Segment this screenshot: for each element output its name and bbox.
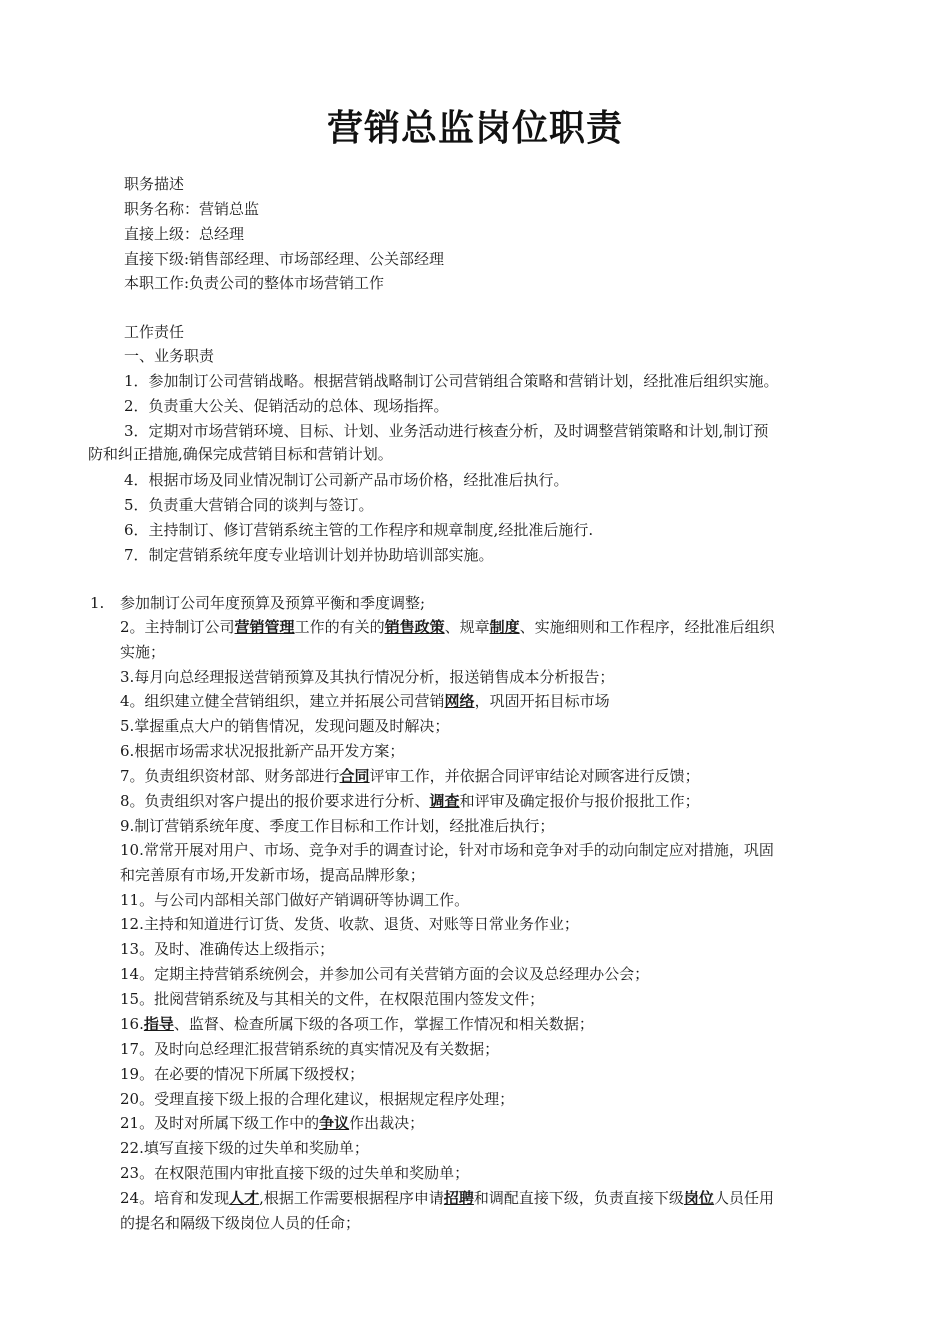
list-text: 作出裁决； (349, 1114, 425, 1132)
link-recruitment[interactable]: 招聘 (443, 1189, 474, 1207)
link-system[interactable]: 制度 (489, 618, 520, 636)
list-item: 22.填写直接下级的过失单和奖励单； (120, 1139, 369, 1157)
resp-item: 7．制定营销系统年度专业培训计划并协助培训部实施。 (124, 546, 494, 564)
list-text: 、实施细则和工作程序，经批准后组织 (519, 618, 775, 636)
list-text: 、监督、检查所属下级的各项工作，掌握工作情况和相关数据； (173, 1015, 594, 1033)
list-text: 7。负责组织资材部、财务部进行 (120, 767, 340, 785)
list-item: 15。批阅营销系统及与其相关的文件，在权限范围内签发文件； (120, 990, 545, 1008)
list-item: 13。及时、准确传达上级指示； (120, 940, 335, 958)
list-item: 11。与公司内部相关部门做好产销调研等协调工作。 (120, 891, 470, 909)
page-title: 营销总监岗位职责 (326, 108, 623, 149)
resp-item: 5．负责重大营销合同的谈判与签订。 (124, 496, 374, 514)
list-item (120, 1113, 424, 1133)
list-item (120, 1014, 594, 1034)
resp-item: 2．负责重大公关、促销活动的总体、现场指挥。 (124, 397, 449, 415)
list-item: 17。及时向总经理汇报营销系统的真实情况及有关数据； (120, 1040, 500, 1058)
list-item-continued: 和完善原有市场,开发新市场，提高品牌形象； (120, 866, 425, 884)
list-item: 参加制订公司年度预算及预算平衡和季度调整; (120, 594, 426, 612)
desc-superior: 直接上级：总经理 (124, 225, 245, 243)
list-text: 人员任用 (713, 1189, 774, 1207)
list-item (120, 691, 610, 711)
list-text: 、规章 (444, 618, 490, 636)
list-item: 6.根据市场需求状况报批新产品开发方案； (120, 742, 405, 760)
link-dispute[interactable]: 争议 (319, 1114, 350, 1132)
list-item: 5.掌握重点大户的销售情况，发现问题及时解决； (120, 717, 450, 735)
link-contract[interactable]: 合同 (339, 767, 370, 785)
list-text: 和评审及确定报价与报价报批工作； (459, 792, 700, 810)
list-text: ,根据工作需要根据程序申请 (259, 1189, 444, 1207)
list-item-continued: 实施； (120, 643, 166, 661)
desc-job: 本职工作:负责公司的整体市场营销工作 (124, 274, 385, 292)
link-sales-policy[interactable]: 销售政策 (384, 618, 445, 636)
link-marketing-management[interactable]: 营销管理 (234, 618, 295, 636)
list-item-continued: 的提名和隔级下级岗位人员的任命； (120, 1214, 361, 1232)
desc-subordinates: 直接下级:销售部经理、市场部经理、公关部经理 (124, 250, 445, 268)
link-guidance[interactable]: 指导 (143, 1015, 174, 1033)
list-item: 10.常常开展对用户、市场、竞争对手的调查讨论，针对市场和竞争对手的动向制定应对措施，巩固 (120, 841, 774, 859)
list-item: 19。在必要的情况下所属下级授权； (120, 1065, 365, 1083)
list-text: 评审工作，并依据合同评审结论对顾客进行反馈； (369, 767, 700, 785)
link-network[interactable]: 网络 (444, 692, 475, 710)
list-text: 16. (120, 1015, 144, 1033)
list-text: 8。负责组织对客户提出的报价要求进行分析、 (120, 792, 430, 810)
link-survey[interactable]: 调查 (429, 792, 460, 810)
list-text: ，巩固开拓目标市场 (474, 692, 610, 710)
desc-heading: 职务描述 (124, 175, 185, 193)
desc-name: 职务名称：营销总监 (124, 200, 260, 218)
list-item (120, 617, 775, 637)
resp-item: 4．根据市场及同业情况制订公司新产品市场价格，经批准后执行。 (124, 471, 569, 489)
list-text: 工作的有关的 (294, 618, 385, 636)
link-talent[interactable]: 人才 (229, 1189, 260, 1207)
list-item: 3.每月向总经理报送营销预算及其执行情况分析，报送销售成本分析报告； (120, 668, 615, 686)
resp-item: 1．参加制订公司营销战略。根据营销战略制订公司营销组合策略和营销计划，经批准后组织实施。 (124, 372, 779, 390)
resp-item: 3．定期对市场营销环境、目标、计划、业务活动进行核查分析，及时调整营销策略和计划,制订预 (124, 422, 769, 440)
list-item (120, 766, 700, 786)
list-item: 12.主持和知道进行订货、发货、收款、退货、对账等日常业务作业； (120, 915, 579, 933)
list-item: 23。在权限范围内审批直接下级的过失单和奖励单； (120, 1164, 470, 1182)
list-number: 1. (90, 594, 105, 612)
list-item (120, 1188, 774, 1208)
list-item (120, 791, 700, 811)
list-item: 14。定期主持营销系统例会，并参加公司有关营销方面的会议及总经理办公会； (120, 965, 650, 983)
link-position[interactable]: 岗位 (683, 1189, 714, 1207)
resp-item: 6．主持制订、修订营销系统主管的工作程序和规章制度,经批准后施行. (124, 521, 594, 539)
list-text: 2。主持制订公司 (120, 618, 235, 636)
resp-item-continued: 防和纠正措施,确保完成营销目标和营销计划。 (88, 445, 393, 463)
list-text: 24。培育和发现 (120, 1189, 230, 1207)
resp-subheading: 一、业务职责 (124, 347, 215, 365)
list-item: 20。受理直接下级上报的合理化建议，根据规定程序处理； (120, 1090, 515, 1108)
list-text: 和调配直接下级，负责直接下级 (473, 1189, 684, 1207)
list-text: 21。及时对所属下级工作中的 (120, 1114, 320, 1132)
list-item: 9.制订营销系统年度、季度工作目标和工作计划，经批准后执行； (120, 817, 555, 835)
resp-heading: 工作责任 (124, 323, 185, 341)
list-text: 4。组织建立健全营销组织，建立并拓展公司营销 (120, 692, 445, 710)
